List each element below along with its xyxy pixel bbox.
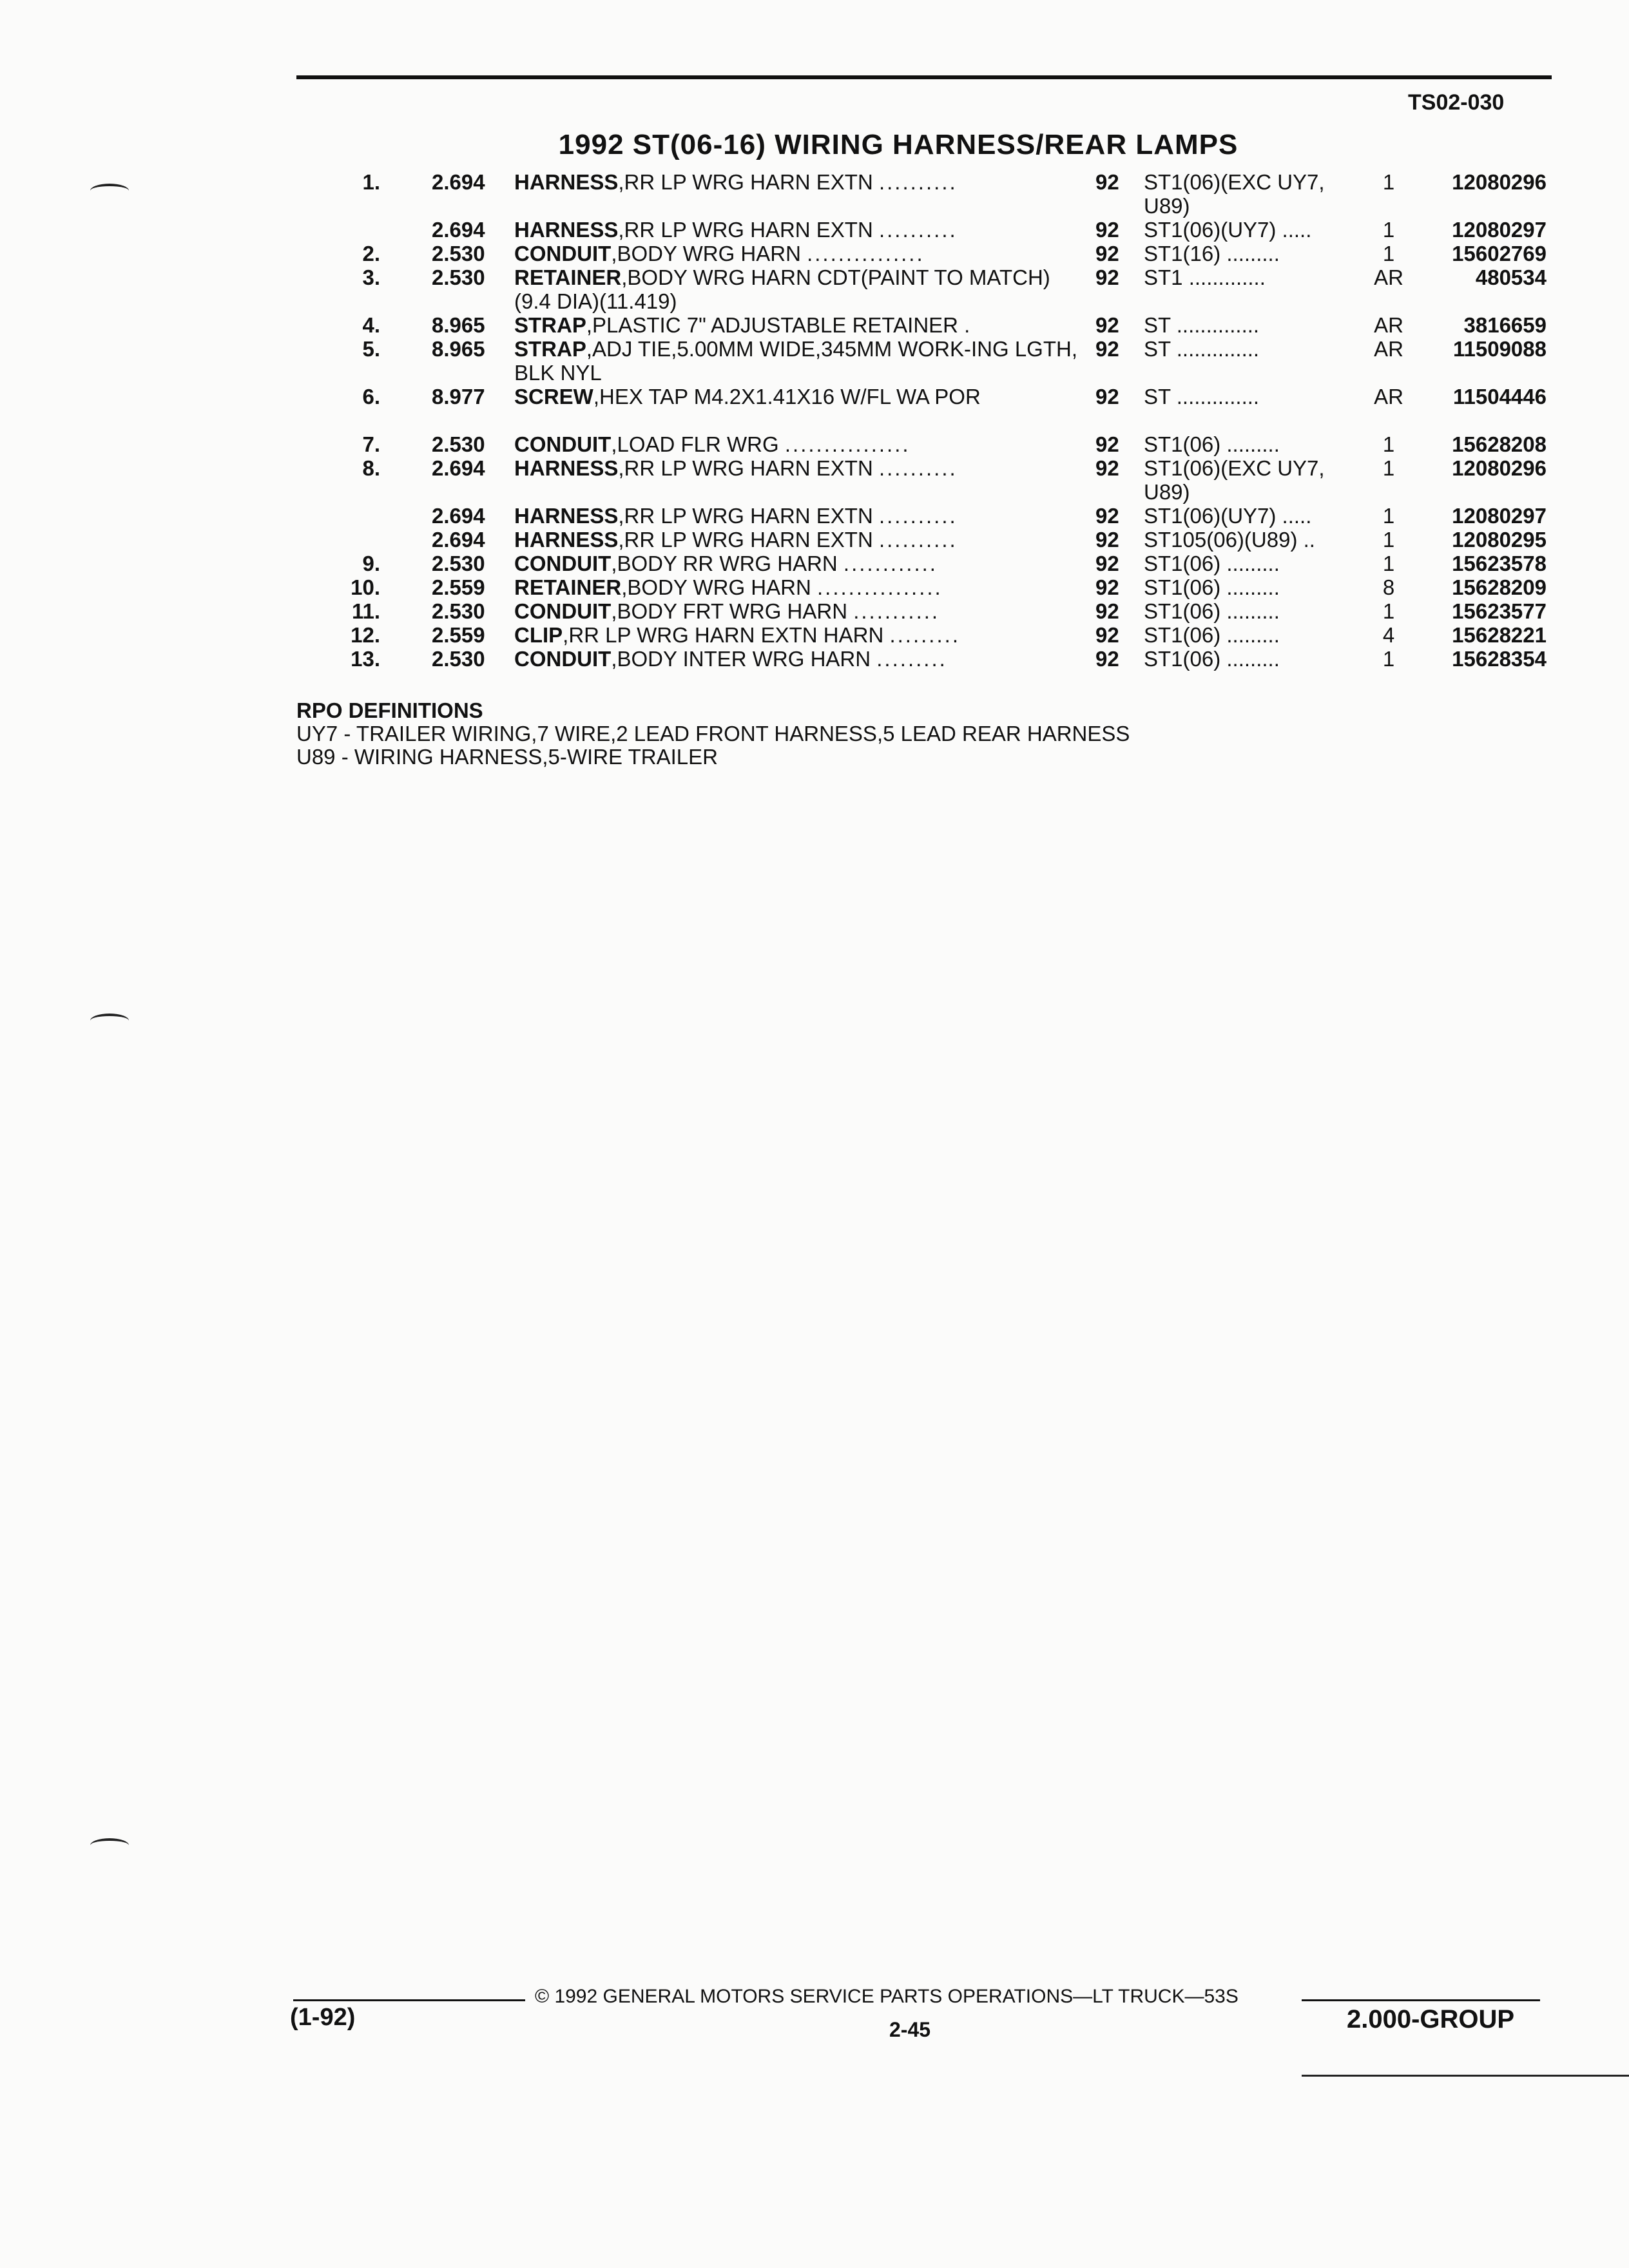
part-number: 15628209 [1452, 575, 1547, 599]
group-number: 2.530 [432, 599, 485, 623]
part-name: HARNESS [514, 218, 619, 242]
header-rule [296, 75, 1552, 79]
group-number: 2.530 [432, 265, 485, 289]
leader-dots: ............ [843, 552, 938, 575]
part-number: 11509088 [1452, 337, 1547, 361]
parts-row [0, 552, 1629, 575]
leader-dots: ......... [889, 623, 960, 647]
group-number: 2.694 [432, 456, 485, 480]
part-detail: ,RR LP WRG HARN EXTN [618, 528, 873, 552]
group-number: 2.530 [432, 432, 485, 456]
parts-row [0, 432, 1629, 456]
parts-row [0, 647, 1629, 671]
part-name: CONDUIT [514, 242, 612, 265]
group-number: 2.530 [432, 552, 485, 575]
quantity: 1 [1382, 242, 1395, 265]
part-description [514, 337, 1081, 385]
footer-group: 2.000-GROUP [1347, 2005, 1515, 2033]
part-number: 12080295 [1452, 528, 1547, 552]
item-number: 3. [362, 265, 380, 289]
part-name: HARNESS [514, 456, 619, 480]
part-detail: ,LOAD FLR WRG [611, 432, 779, 456]
rpo-line: UY7 - TRAILER WIRING,7 WIRE,2 LEAD FRONT HARNESS,5 LEAD REAR HARNESS [296, 722, 1130, 745]
model-year: 92 [1095, 504, 1119, 528]
part-detail: ,RR LP WRG HARN EXTN [618, 504, 873, 528]
model-usage: ST .............. [1144, 313, 1260, 337]
part-name: CLIP [514, 623, 563, 647]
part-number: 15602769 [1452, 242, 1547, 265]
part-number: 15628221 [1452, 623, 1547, 647]
part-name: RETAINER [514, 575, 622, 599]
model-year: 92 [1095, 575, 1119, 599]
model-year: 92 [1095, 313, 1119, 337]
item-number: 2. [362, 242, 380, 265]
quantity: 1 [1382, 456, 1395, 480]
part-description [514, 170, 1081, 194]
quantity: AR [1374, 265, 1403, 289]
part-number: 12080297 [1452, 504, 1547, 528]
part-description [514, 218, 1081, 242]
parts-row [0, 575, 1629, 599]
model-usage: ST1(06) ......... [1144, 647, 1280, 671]
model-usage: ST1(06)(EXC UY7, U89) [1144, 170, 1325, 218]
quantity: 1 [1382, 432, 1395, 456]
parts-row [0, 218, 1629, 242]
item-number: 4. [362, 313, 380, 337]
part-description [514, 599, 1081, 623]
model-usage: ST1(06)(EXC UY7, U89) [1144, 456, 1325, 504]
part-description [514, 528, 1081, 552]
parts-row [0, 599, 1629, 623]
item-number: 10. [351, 575, 380, 599]
parts-row [0, 504, 1629, 528]
part-description [514, 242, 1081, 265]
part-description [514, 647, 1081, 671]
model-usage: ST1(06) ......... [1144, 552, 1280, 575]
footer-date: (1-92) [290, 2004, 356, 2031]
part-number: 15628354 [1452, 647, 1547, 671]
parts-table [0, 170, 1629, 671]
punch-mark [90, 1014, 129, 1028]
footer-rule [293, 1999, 525, 2001]
quantity: AR [1374, 337, 1403, 361]
leader-dots: ................ [784, 432, 911, 456]
item-number: 8. [362, 456, 380, 480]
model-usage: ST1(06) ......... [1144, 575, 1280, 599]
item-number: 13. [351, 647, 380, 671]
part-description [514, 552, 1081, 575]
model-year: 92 [1095, 599, 1119, 623]
group-number: 2.559 [432, 575, 485, 599]
item-number: 7. [362, 432, 380, 456]
group-number: 2.530 [432, 647, 485, 671]
part-name: HARNESS [514, 504, 619, 528]
part-name: RETAINER [514, 265, 622, 289]
group-number: 8.965 [432, 313, 485, 337]
part-description [514, 456, 1081, 480]
parts-row [0, 170, 1629, 218]
quantity: 1 [1382, 218, 1395, 242]
model-usage: ST1 ............. [1144, 265, 1266, 289]
part-detail: ,BODY FRT WRG HARN [611, 599, 848, 623]
item-number: 12. [351, 623, 380, 647]
part-detail: ,ADJ TIE,5.00MM WIDE,345MM WORK-ING LGTH, BLK NYL [514, 337, 1078, 385]
part-name: SCREW [514, 385, 593, 408]
part-number: 11504446 [1452, 385, 1547, 408]
quantity: 1 [1382, 599, 1395, 623]
parts-row [0, 313, 1629, 337]
part-detail: ,RR LP WRG HARN EXTN [618, 170, 873, 194]
model-year: 92 [1095, 647, 1119, 671]
quantity: 4 [1382, 623, 1395, 647]
part-description [514, 504, 1081, 528]
quantity: 1 [1382, 552, 1395, 575]
parts-row [0, 456, 1629, 504]
leader-dots: ................ [817, 575, 943, 599]
quantity: AR [1374, 313, 1403, 337]
part-description [514, 313, 1081, 337]
group-number: 2.694 [432, 218, 485, 242]
group-number: 2.559 [432, 623, 485, 647]
part-detail: ,BODY WRG HARN CDT(PAINT TO MATCH)(9.4 DIA)(11.419) [514, 265, 1050, 313]
model-usage: ST1(06) ......... [1144, 599, 1280, 623]
model-usage: ST1(06)(UY7) ..... [1144, 218, 1312, 242]
leader-dots: .......... [878, 528, 958, 552]
model-year: 92 [1095, 242, 1119, 265]
parts-row [0, 337, 1629, 385]
item-number: 5. [362, 337, 380, 361]
part-name: CONDUIT [514, 432, 612, 456]
section-code: TS02-030 [1408, 90, 1505, 115]
leader-dots: ........... [853, 599, 940, 623]
part-detail: ,RR LP WRG HARN EXTN HARN [563, 623, 884, 647]
part-number: 12080296 [1452, 456, 1547, 480]
quantity: 1 [1382, 528, 1395, 552]
part-number: 15628208 [1452, 432, 1547, 456]
model-year: 92 [1095, 265, 1119, 289]
parts-row [0, 265, 1629, 313]
part-description [514, 623, 1081, 647]
part-description [514, 432, 1081, 456]
parts-row [0, 385, 1629, 432]
part-number: 3816659 [1463, 313, 1547, 337]
model-year: 92 [1095, 218, 1119, 242]
model-usage: ST1(06) ......... [1144, 432, 1280, 456]
part-name: STRAP [514, 337, 586, 361]
group-number: 2.694 [432, 528, 485, 552]
quantity: 1 [1382, 647, 1395, 671]
model-year: 92 [1095, 552, 1119, 575]
leader-dots: ............... [807, 242, 925, 265]
part-name: HARNESS [514, 170, 619, 194]
part-name: HARNESS [514, 528, 619, 552]
quantity: 1 [1382, 504, 1395, 528]
part-description [514, 265, 1081, 313]
parts-row [0, 242, 1629, 265]
part-name: CONDUIT [514, 599, 612, 623]
punch-mark [90, 1838, 129, 1852]
rpo-line: U89 - WIRING HARNESS,5-WIRE TRAILER [296, 745, 718, 769]
part-detail: ,RR LP WRG HARN EXTN [618, 456, 873, 480]
model-year: 92 [1095, 170, 1119, 194]
part-name: STRAP [514, 313, 586, 337]
rpo-definitions [296, 699, 1130, 769]
model-year: 92 [1095, 456, 1119, 480]
item-number: 11. [351, 599, 380, 623]
model-year: 92 [1095, 623, 1119, 647]
part-number: 480534 [1475, 265, 1547, 289]
part-number: 12080296 [1452, 170, 1547, 194]
part-detail: ,BODY INTER WRG HARN [611, 647, 871, 671]
parts-row [0, 528, 1629, 552]
part-detail: ,RR LP WRG HARN EXTN [618, 218, 873, 242]
item-number: 1. [362, 170, 380, 194]
footer-copyright: © 1992 GENERAL MOTORS SERVICE PARTS OPERATIONS—LT TRUCK—53S [535, 1986, 1239, 2007]
item-number: 9. [362, 552, 380, 575]
quantity: AR [1374, 385, 1403, 408]
part-detail: ,HEX TAP M4.2X1.41X16 W/FL WA POR [593, 385, 981, 408]
group-number: 8.977 [432, 385, 485, 408]
leader-dots: .......... [878, 456, 958, 480]
part-number: 15623578 [1452, 552, 1547, 575]
page-number: 2-45 [889, 2018, 931, 2041]
item-number: 6. [362, 385, 380, 408]
model-year: 92 [1095, 528, 1119, 552]
leader-dots: . [964, 313, 972, 337]
model-usage: ST1(06)(UY7) ..... [1144, 504, 1312, 528]
part-detail: ,BODY RR WRG HARN [611, 552, 838, 575]
quantity: 8 [1382, 575, 1395, 599]
part-description [514, 385, 1081, 408]
group-number: 2.530 [432, 242, 485, 265]
footer-rule [1302, 1999, 1540, 2001]
model-year: 92 [1095, 337, 1119, 361]
group-number: 2.694 [432, 170, 485, 194]
quantity: 1 [1382, 170, 1395, 194]
leader-dots: .......... [878, 170, 958, 194]
model-usage: ST1(06) ......... [1144, 623, 1280, 647]
corner-rule [1302, 2075, 1629, 2077]
model-year: 92 [1095, 432, 1119, 456]
leader-dots: .......... [878, 218, 958, 242]
parts-row [0, 623, 1629, 647]
leader-dots: .......... [878, 504, 958, 528]
rpo-heading: RPO DEFINITIONS [296, 698, 483, 722]
model-usage: ST .............. [1144, 337, 1260, 361]
part-name: CONDUIT [514, 552, 612, 575]
part-detail: ,BODY WRG HARN [611, 242, 801, 265]
leader-dots: ......... [876, 647, 947, 671]
model-usage: ST1(16) ......... [1144, 242, 1280, 265]
part-number: 15623577 [1452, 599, 1547, 623]
part-detail: ,PLASTIC 7" ADJUSTABLE RETAINER [586, 313, 958, 337]
part-detail: ,BODY WRG HARN [621, 575, 811, 599]
model-usage: ST105(06)(U89) .. [1144, 528, 1315, 552]
group-number: 8.965 [432, 337, 485, 361]
model-year: 92 [1095, 385, 1119, 408]
page-title: 1992 ST(06-16) WIRING HARNESS/REAR LAMPS [558, 129, 1239, 160]
model-usage: ST .............. [1144, 385, 1260, 408]
part-name: CONDUIT [514, 647, 612, 671]
part-number: 12080297 [1452, 218, 1547, 242]
group-number: 2.694 [432, 504, 485, 528]
part-description [514, 575, 1081, 599]
